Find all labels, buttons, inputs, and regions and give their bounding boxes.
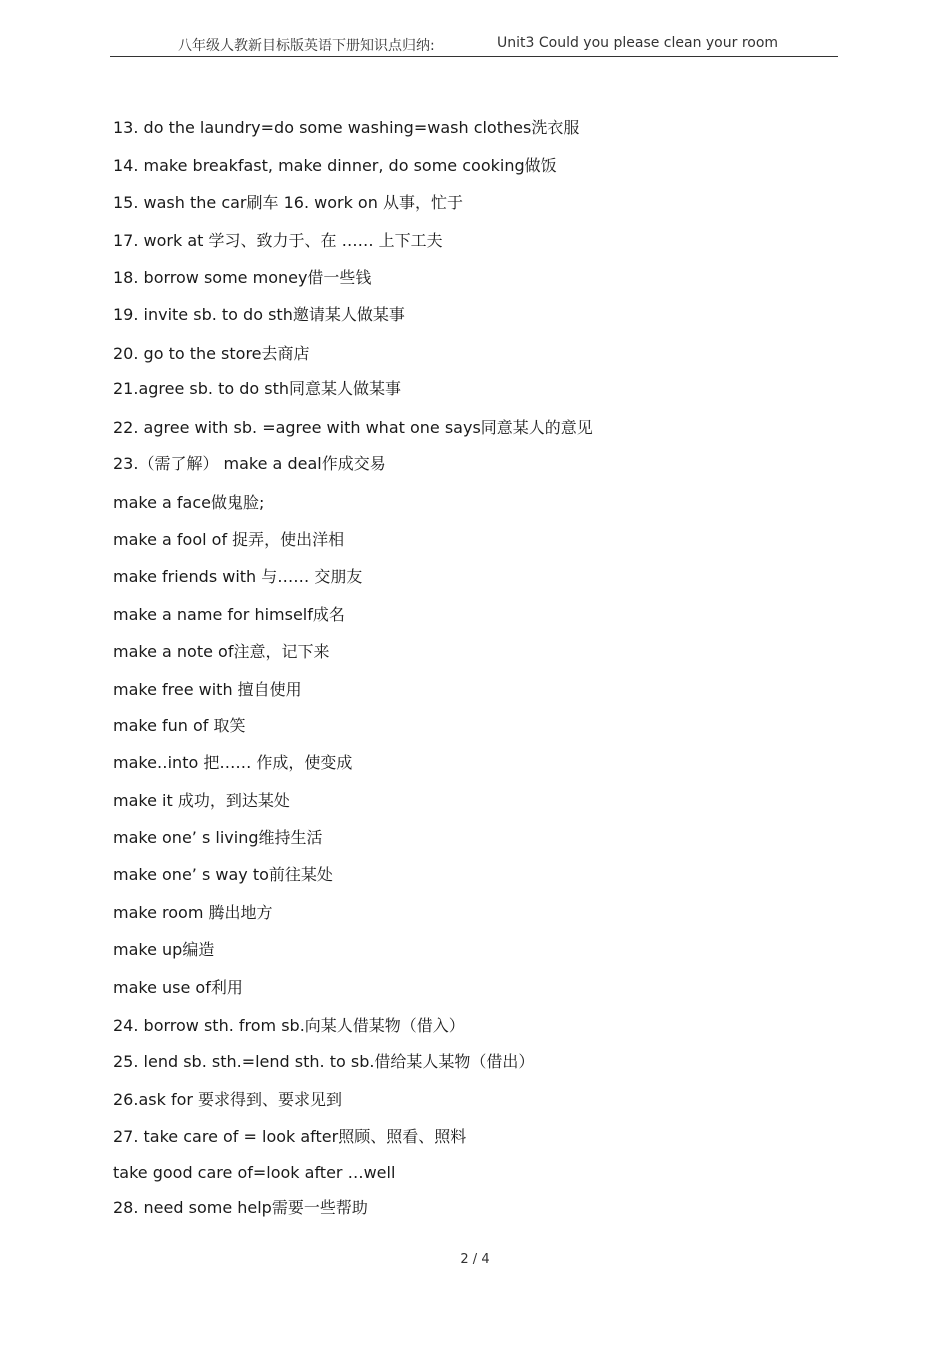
list-item: make a name for himself成名: [113, 605, 345, 624]
list-item: 19. invite sb. to do sth邀请某人做某事: [113, 305, 405, 324]
list-item: 15. wash the car刷车 16. work on 从事，忙于: [113, 193, 463, 212]
page-number: 2 / 4: [460, 1252, 490, 1267]
list-item: take good care of=look after …well: [113, 1163, 396, 1182]
list-item: make it 成功，到达某处: [113, 791, 290, 810]
list-item: 23.（需了解） make a deal作成交易: [113, 454, 386, 473]
list-item: 24. borrow sth. from sb.向某人借某物（借入）: [113, 1016, 465, 1035]
list-item: make friends with 与…… 交朋友: [113, 567, 363, 586]
list-item: 28. need some help需要一些帮助: [113, 1198, 368, 1217]
list-item: make a face做鬼脸;: [113, 493, 265, 512]
list-item: 17. work at 学习、致力于、在 …… 上下工夫: [113, 231, 443, 250]
list-item: make fun of 取笑: [113, 716, 246, 735]
list-item: make a fool of 捉弄，使出洋相: [113, 530, 345, 549]
list-item: make a note of注意，记下来: [113, 642, 330, 661]
list-item: 18. borrow some money借一些钱: [113, 268, 372, 287]
list-item: 27. take care of = look after照顾、照看、照料: [113, 1127, 467, 1146]
list-item: make room 腾出地方: [113, 903, 273, 922]
header-title-unit: Unit3 Could you please clean your room: [497, 35, 779, 51]
list-item: 26.ask for 要求得到、要求见到: [113, 1090, 343, 1109]
list-item: 14. make breakfast, make dinner, do some cooking做饭: [113, 156, 557, 175]
list-item: make free with 擅自使用: [113, 680, 302, 699]
header-title-cn: 八年级人教新目标版英语下册知识点归纳:: [178, 38, 435, 54]
list-item: 22. agree with sb. =agree with what one says同意某人的意见: [113, 418, 593, 437]
list-item: make up编造: [113, 940, 215, 959]
list-item: make‥into 把…… 作成，使变成: [113, 753, 353, 772]
list-item: make use of利用: [113, 978, 243, 997]
list-item: make one’ s way to前往某处: [113, 865, 333, 884]
list-item: 13. do the laundry=do some washing=wash clothes洗衣服: [113, 118, 580, 137]
list-item: 20. go to the store去商店: [113, 344, 310, 363]
page-header: [110, 30, 838, 57]
list-item: 21.agree sb. to do sth同意某人做某事: [113, 379, 402, 398]
list-item: 25. lend sb. sth.=lend sth. to sb.借给某人某物（借出）: [113, 1052, 535, 1071]
list-item: make one’ s living维持生活: [113, 828, 323, 847]
